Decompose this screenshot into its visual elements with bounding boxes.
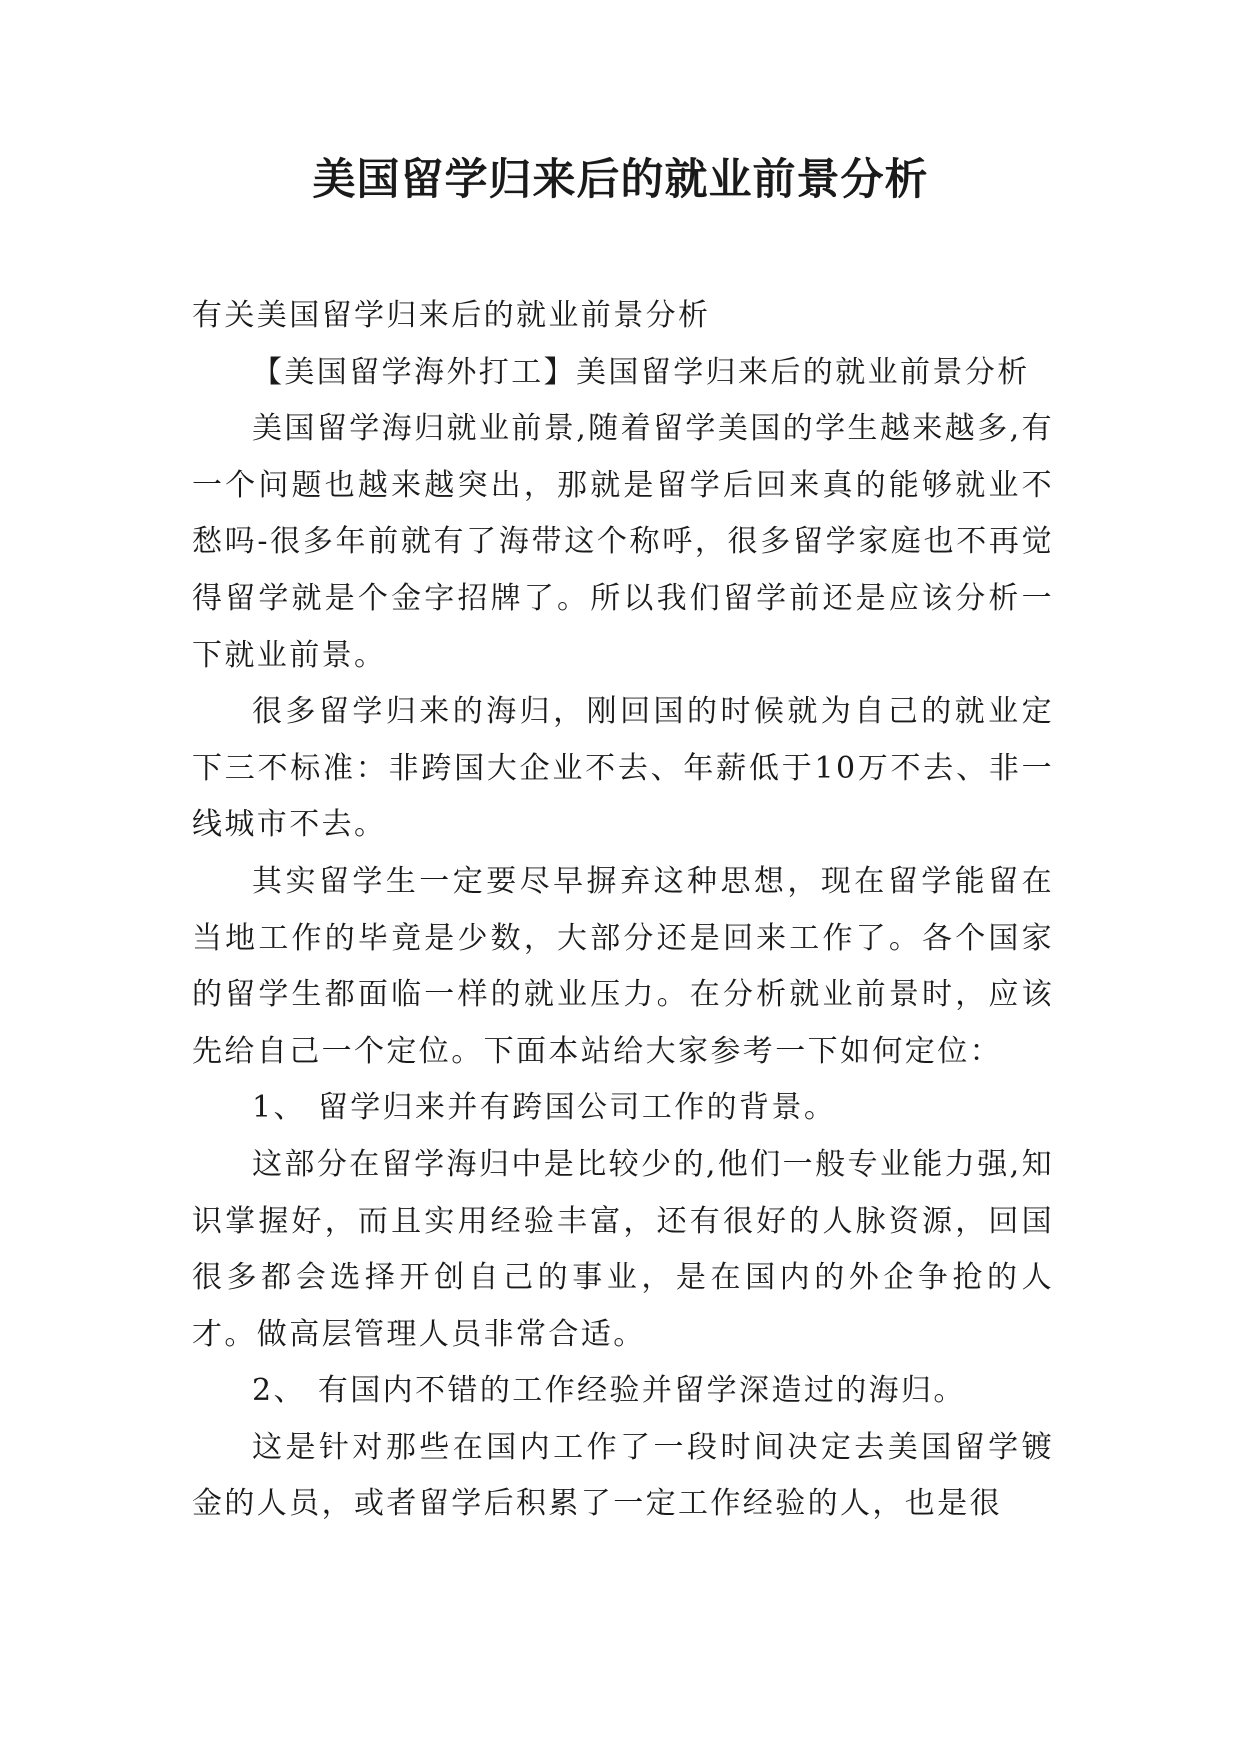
paragraph: 其实留学生一定要尽早摒弃这种思想，现在留学能留在当地工作的毕竟是少数，大部分还是回来工作了。各个国家的留学生都面临一样的就业压力。在分析就业前景时，应该先给自己一个定位。下面本站给大家参考一下如何定位：: [192, 863, 1054, 1069]
list-item-heading: 2、 有国内不错的工作经验并留学深造过的海归。: [252, 1373, 966, 1409]
paragraph: 【美国留学海外打工】美国留学归来后的就业前景分析: [252, 354, 1030, 390]
paragraph: 美国留学海归就业前景,随着留学美国的学生越来越多,有一个问题也越来越突出，那就是留学后回来真的能够就业不愁吗-很多年前就有了海带这个称呼，很多留学家庭也不再觉得留学就是个金字招牌了。所以我们留学前还是应该分析一下就业前景。: [192, 411, 1054, 673]
paragraph: 有关美国留学归来后的就业前景分析: [192, 298, 711, 333]
paragraph: 这部分在留学海归中是比较少的,他们一般专业能力强,知识掌握好，而且实用经验丰富，还有很好的人脉资源，回国很多都会选择开创自己的事业，是在国内的外企争抢的人才。做高层管理人员非常合适。: [192, 1146, 1054, 1352]
paragraph: 这是针对那些在国内工作了一段时间决定去美国留学镀金的人员，或者留学后积累了一定工作经验的人，也是很: [192, 1429, 1054, 1522]
paragraph: 很多留学归来的海归，刚回国的时候就为自己的就业定下三不标准：非跨国大企业不去、年薪低于10万不去、非一线城市不去。: [192, 694, 1054, 843]
document-body: [192, 288, 1054, 1533]
list-item-heading: 1、 留学归来并有跨国公司工作的背景。: [252, 1090, 837, 1126]
document-title: 美国留学归来后的就业前景分析: [312, 155, 929, 205]
